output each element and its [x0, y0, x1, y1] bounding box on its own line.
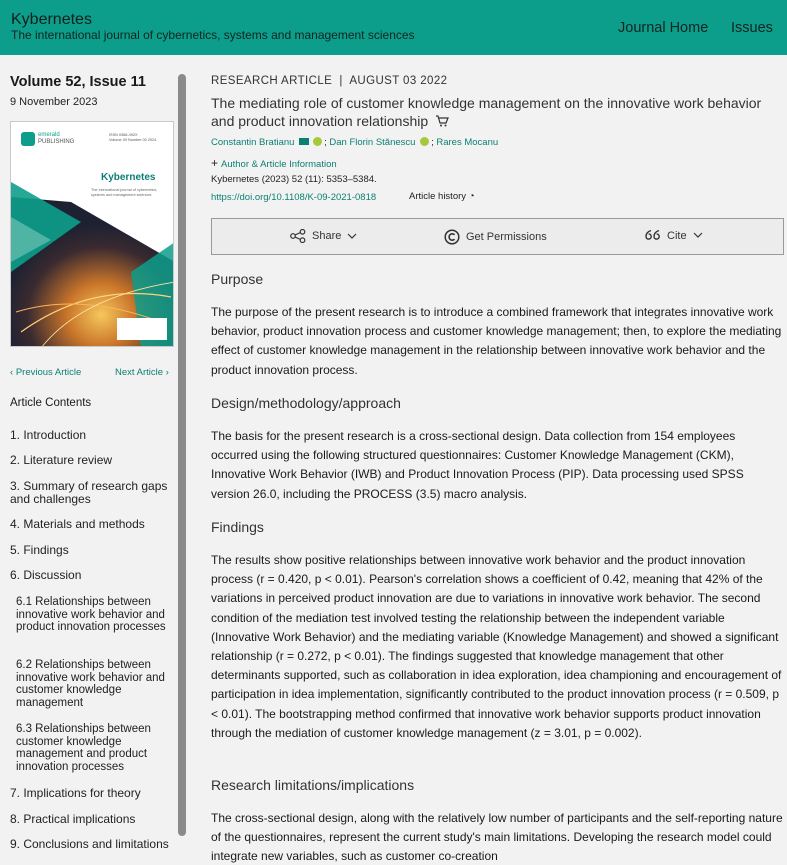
author-link[interactable]: Dan Florin Stănescu: [329, 137, 416, 148]
orcid-icon[interactable]: [313, 137, 322, 146]
sidebar: [0, 55, 186, 865]
nav-journal-home[interactable]: Journal Home: [618, 20, 709, 36]
chevron-right-icon: ›: [163, 367, 169, 378]
orcid-icon[interactable]: [420, 137, 429, 146]
plus-icon: +: [211, 156, 219, 170]
section-text-design: The basis for the present research is a cross-sectional design. Data collection from 154 employees occurred using the following structured questionnaires: Customer Knowledge Management (CKM), Innovative Work Behavior (IWB) and Product Innovation Process (PIP). Data processing used SPSS version 26.0, including the PROCESS (3.5) macro analysis.: [211, 429, 744, 501]
author-article-info-toggle[interactable]: + Author & Article Information: [211, 156, 337, 170]
journal-title[interactable]: Kybernetes: [11, 11, 92, 28]
article-type-date: RESEARCH ARTICLE | AUGUST 03 2022: [211, 75, 448, 87]
citation-line: Kybernetes (2023) 52 (11): 5353–5384.: [211, 174, 377, 185]
cart-icon[interactable]: [435, 115, 449, 127]
nav-issues[interactable]: Issues: [731, 20, 773, 36]
section-heading-limitations: Research limitations/implications: [211, 777, 415, 793]
article-toolbar: [211, 218, 784, 255]
journal-subtitle: The international journal of cybernetics, systems and management sciences: [11, 28, 415, 42]
author-link[interactable]: Constantin Bratianu: [211, 137, 295, 148]
next-article-link[interactable]: Next Article ›: [115, 367, 169, 378]
author-list: Constantin Bratianu ; Dan Florin Stănescu ; Rares Mocanu: [211, 137, 499, 148]
toc-item-findings[interactable]: 5. Findings: [10, 543, 69, 557]
section-heading-findings: Findings: [211, 519, 264, 535]
cover-publisher-line2: PUBLISHING: [38, 138, 75, 145]
toc-item-practical-implications[interactable]: 8. Practical implications: [10, 812, 136, 826]
toc-item-implications-theory[interactable]: 7. Implications for theory: [10, 786, 141, 800]
article-history-toggle[interactable]: Article history ◔: [409, 191, 475, 202]
cover-publisher-line1: emerald: [38, 132, 60, 138]
quote-icon: [644, 229, 661, 242]
share-icon: [290, 229, 306, 243]
toc-item-conclusions[interactable]: 9. Conclusions and limitations: [10, 837, 169, 851]
author-link[interactable]: Rares Mocanu: [436, 137, 499, 148]
section-text-findings: The results show positive relationships between innovative work behavior and the product innovation process (r = 0.420, p < 0.01). Pearson's correlation shows a coefficient of 0.42, meaning that 42% of the variations in perceived product innovation are due to variations in innovative work behavior. The second condition of the mediation test involved testing the relationship between the independent variable (Innovative Work Behavior) and the mediating variable (Knowledge Management) and showed a significant relationship (r = 0.272, p < 0.01). The findings suggested that knowledge management that other determinants supported, such as collaboration in idea exploration, idea championing and encouragement of participation in idea implementation, significantly contributed to the product innovation process (r = 0.509, p < 0.01). The bootstrapping method confirmed that innovative work behavior supports product innovation through the mediation of customer knowledge management (z = 3.01, p = 0.002).: [211, 553, 782, 740]
cite-button[interactable]: Cite: [644, 229, 703, 242]
journal-cover[interactable]: [10, 121, 174, 347]
sidebar-scrollbar[interactable]: [178, 74, 186, 836]
article-title: The mediating role of customer knowledge management on the innovative work behavior and product innovation relationship: [211, 95, 762, 129]
issue-date: 9 November 2023: [10, 96, 98, 108]
journal-header: [0, 0, 787, 55]
article-contents-title: Article Contents: [10, 397, 92, 409]
toc-item-research-gaps[interactable]: 3. Summary of research gaps and challenges: [10, 479, 168, 506]
previous-article-link[interactable]: ‹ Previous Article: [10, 367, 82, 378]
doi-link[interactable]: https://doi.org/10.1108/K-09-2021-0818: [211, 192, 377, 203]
toc-item-6-3[interactable]: 6.3 Relationships between customer knowledge management and product innovation processes: [16, 723, 151, 773]
cover-art: [11, 122, 174, 347]
chevron-down-icon: [347, 233, 357, 240]
section-heading-purpose: Purpose: [211, 271, 264, 287]
chevron-down-icon: [693, 232, 703, 239]
share-button[interactable]: Share: [290, 229, 357, 243]
toc-item-6-1[interactable]: 6.1 Relationships between innovative work behavior and product innovation processes: [16, 596, 166, 633]
section-text-purpose: The purpose of the present research is to introduce a combined framework that integrates innovative work behavior, product innovation process and customer knowledge management; then, to explore the mediating effect of customer knowledge management in the relationship between innovative work behavior and the product innovation process.: [211, 305, 782, 377]
section-text-limitations: The cross-sectional design, along with the relatively low number of participants and the self-reporting nature of the questionnaires, represent the current study's main limitations. Developing the research model could integrate new variables, such as customer co-creation: [211, 811, 783, 864]
cover-title: Kybernetes: [101, 172, 156, 183]
emerald-logo-icon: [21, 132, 35, 146]
email-icon[interactable]: [299, 138, 309, 145]
toc-item-materials-methods[interactable]: 4. Materials and methods: [10, 517, 145, 531]
cover-subtitle-2: systems and management sciences: [91, 193, 152, 197]
toc-item-introduction[interactable]: 1. Introduction: [10, 428, 87, 442]
toc-item-discussion[interactable]: 6. Discussion: [10, 568, 82, 582]
cover-subtitle-1: The international journal of cybernetics,: [91, 188, 158, 192]
toc-item-literature-review[interactable]: 2. Literature review: [10, 453, 113, 467]
clock-icon: ◔: [468, 191, 475, 202]
volume-title[interactable]: Volume 52, Issue 11: [10, 74, 146, 90]
cover-issn: ISSN 0368-492X: [109, 133, 138, 137]
chevron-left-icon: ‹: [10, 367, 16, 378]
section-heading-design: Design/methodology/approach: [211, 395, 401, 411]
get-permissions-button[interactable]: Get Permissions: [444, 229, 547, 245]
cover-volume-line: Volume 00 Number 00 2024: [109, 138, 157, 142]
toc-item-6-2[interactable]: 6.2 Relationships between innovative work behavior and customer knowledge management: [16, 659, 165, 709]
copyright-icon: [444, 229, 460, 245]
